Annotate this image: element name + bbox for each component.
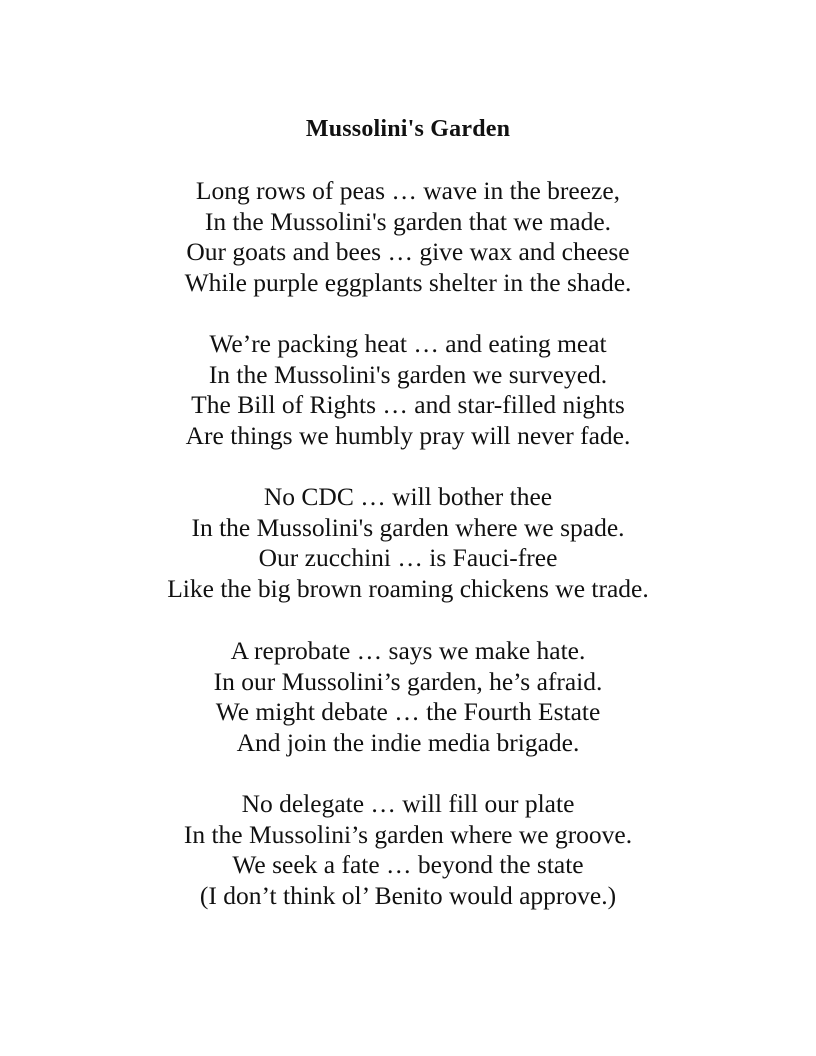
stanza-5 [0,789,816,911]
poem-line: And join the indie media brigade. [236,727,580,757]
poem-line: No CDC … will bother thee [263,482,553,511]
stanza-1 [0,176,816,298]
stanza-2 [0,329,816,451]
poem-line: No delegate … will fill our plate [241,789,575,818]
poem-line: Our goats and bees … give wax and cheese [186,237,630,267]
poem-line: We might debate … the Fourth Estate [215,697,601,727]
poem-line: In the Mussolini's garden where we spade. [191,512,625,542]
poem-line: In the Mussolini’s garden where we groove. [183,819,633,849]
poem-line: Like the big brown roaming chickens we trade. [167,573,649,603]
poem-line: We’re packing heat … and eating meat [209,329,607,358]
poem-line: The Bill of Rights … and star-filled nights [191,390,625,420]
poem-line: In our Mussolini’s garden, he’s afraid. [213,666,603,696]
poem-line: Our zucchini … is Fauci-free [258,543,558,573]
poem-line: Long rows of peas … wave in the breeze, [195,176,621,205]
poem-line: In the Mussolini's garden we surveyed. [208,359,608,389]
poem-line: A reprobate … says we make hate. [230,636,586,665]
stanza-4 [0,636,816,758]
poem-line: We seek a fate … beyond the state [232,850,584,880]
poem-line: Are things we humbly pray will never fade. [185,420,631,450]
poem-title: Mussolini's Garden [305,116,511,142]
poem-line: While purple eggplants shelter in the shade. [184,267,632,297]
stanza-3 [0,482,816,604]
poem-line: In the Mussolini's garden that we made. [204,206,612,236]
poem-line: (I don’t think ol’ Benito would approve.) [199,880,617,910]
